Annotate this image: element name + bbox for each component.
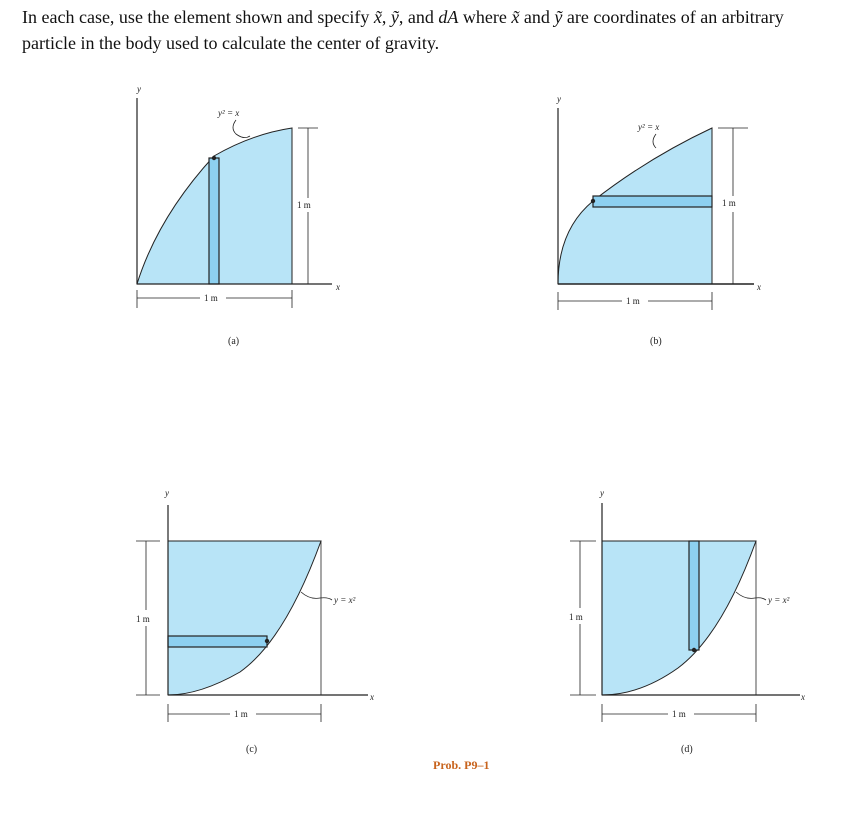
y-axis-label-d: y xyxy=(600,488,604,498)
question-text-4: are coordinates of an arbitrary particle in the body used to calculate the center of gravity. xyxy=(22,7,784,53)
curve-label-c: y = x² xyxy=(334,595,356,605)
curve-label-a: y² = x xyxy=(218,108,240,118)
question-text-3: and xyxy=(523,7,550,27)
x-tilde-symbol: x̃ xyxy=(373,7,382,27)
element-point-a xyxy=(212,156,216,160)
curve-leader-d xyxy=(736,592,766,600)
caption-c: (c) xyxy=(246,744,258,755)
element-point-c xyxy=(265,639,269,643)
height-label-a: 1 m xyxy=(297,200,311,210)
width-label-d: 1 m xyxy=(672,709,686,719)
region-c xyxy=(168,541,321,695)
height-label-d: 1 m xyxy=(569,612,583,622)
horizontal-element-b xyxy=(593,196,712,207)
question-sep-2: , and xyxy=(398,7,434,27)
width-label-b: 1 m xyxy=(626,296,640,306)
width-label-a: 1 m xyxy=(204,293,218,303)
figure-d xyxy=(569,488,805,755)
vertical-element-a xyxy=(209,158,219,284)
caption-a: (a) xyxy=(228,336,240,347)
y-tilde-symbol: ỹ xyxy=(390,7,399,27)
question-text-1: In each case, use the element shown and specify xyxy=(22,7,370,27)
element-point-d xyxy=(692,648,696,652)
curve-label-d: y = x² xyxy=(768,595,790,605)
x-axis-label-b: x xyxy=(757,282,761,292)
da-symbol: dA xyxy=(438,7,459,27)
curve-label-b: y² = x xyxy=(638,122,660,132)
width-label-c: 1 m xyxy=(234,709,248,719)
element-point-b xyxy=(591,199,595,203)
height-label-c: 1 m xyxy=(136,614,150,624)
y-axis-label-c: y xyxy=(165,488,169,498)
x-axis-label-c: x xyxy=(370,692,374,702)
x-tilde-symbol-2: x̃ xyxy=(511,7,520,27)
question-text-2: where xyxy=(462,7,507,27)
curve-leader-a xyxy=(233,120,250,138)
x-axis-label-a: x xyxy=(336,282,340,292)
figure-c xyxy=(136,488,374,755)
y-tilde-symbol-2: ỹ xyxy=(554,7,563,27)
question-sep-1: , xyxy=(381,7,391,27)
problem-number-label: Prob. P9–1 xyxy=(433,758,490,772)
horizontal-element-c xyxy=(168,636,267,647)
y-axis-label-a: y xyxy=(137,84,141,94)
figure-a xyxy=(136,84,340,347)
region-d xyxy=(602,541,756,695)
curve-leader-c xyxy=(301,592,332,600)
figure-b xyxy=(556,94,761,347)
caption-b: (b) xyxy=(650,336,662,347)
height-label-b: 1 m xyxy=(722,198,736,208)
caption-d: (d) xyxy=(681,744,693,755)
vertical-element-d xyxy=(689,541,699,650)
curve-leader-b xyxy=(653,134,656,148)
y-axis-label-b: y xyxy=(557,94,561,104)
x-axis-label-d: x xyxy=(801,692,805,702)
